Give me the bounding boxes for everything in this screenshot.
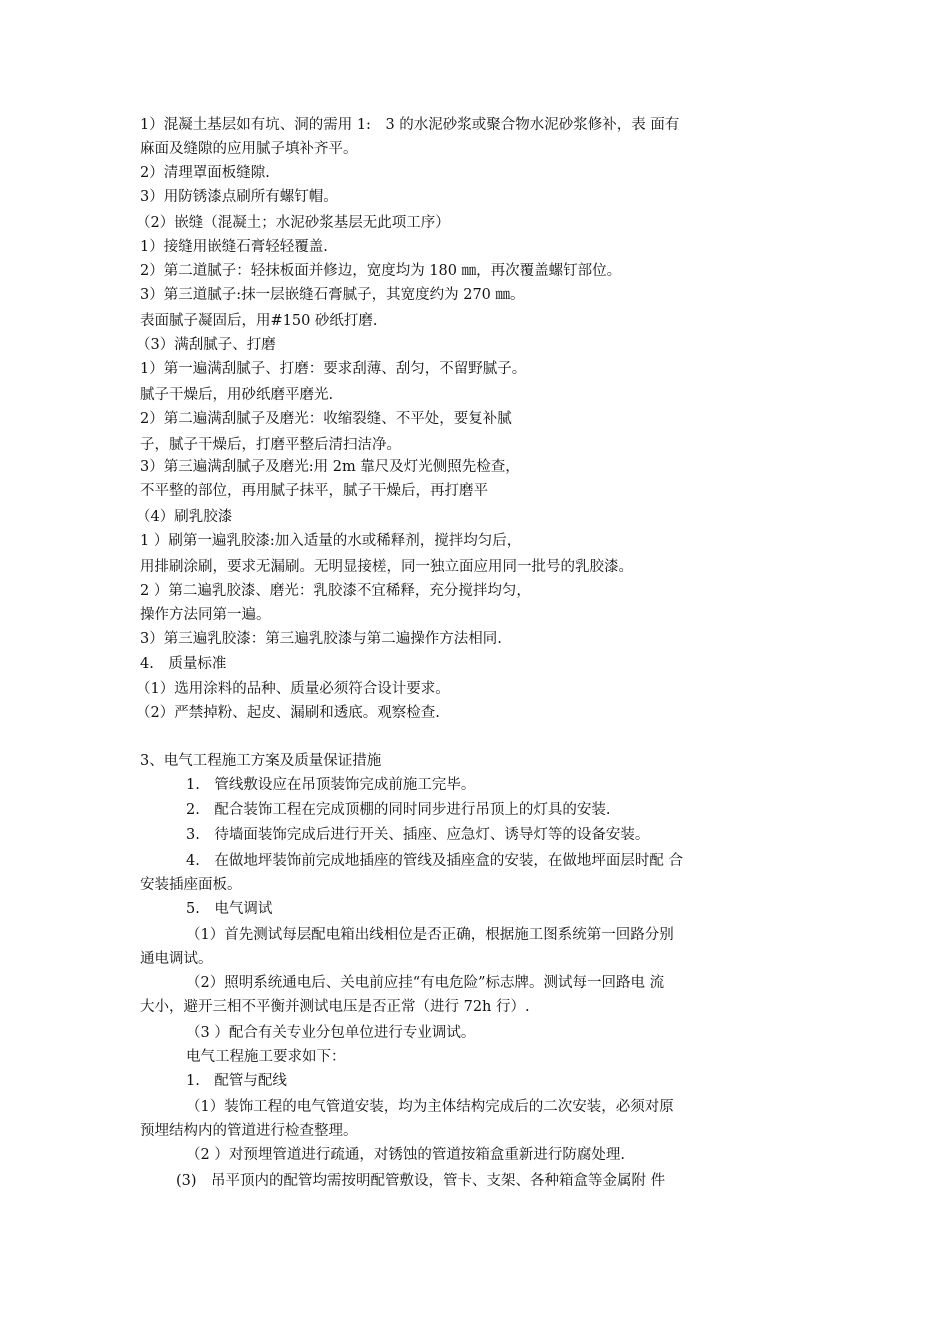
paragraph-line: （3）满刮腻子、打磨 <box>136 337 276 353</box>
paragraph-line: (3) 吊平顶内的配管均需按明配管敷设，管卡、支架、各种箱盒等金属附 件 <box>176 1173 666 1189</box>
section-heading: 3、电气工程施工方案及质量保证措施 <box>140 753 382 769</box>
paragraph-line: 子，腻子干燥后，打磨平整后清扫洁净。 <box>140 437 401 453</box>
paragraph-line: 1）第一遍满刮腻子、打磨：要求刮薄、刮匀，不留野腻子。 <box>140 361 527 377</box>
paragraph-line: 麻面及缝隙的应用腻子填补齐平。 <box>140 141 358 157</box>
paragraph-line: 2）第二道腻子：轻抹板面并修边，宽度均为 180 ㎜，再次覆盖螺钉部位。 <box>140 263 622 279</box>
paragraph-line: （2 ）对预埋管道进行疏通，对锈蚀的管道按箱盒重新进行防腐处理. <box>186 1147 625 1163</box>
paragraph-line: （2）严禁掉粉、起皮、漏刷和透底。观察检查. <box>136 705 440 721</box>
paragraph-line: 电气工程施工要求如下： <box>186 1049 346 1065</box>
paragraph-line: 3. 待墙面装饰完成后进行开关、插座、应急灯、诱导灯等的设备安装。 <box>186 827 650 843</box>
paragraph-line: （4）刷乳胶漆 <box>136 509 233 525</box>
paragraph-line: （1）选用涂料的品种、质量必须符合设计要求。 <box>136 681 450 697</box>
paragraph-line: 预埋结构内的管道进行检查整理。 <box>140 1123 358 1139</box>
section-heading: 4. 质量标准 <box>140 656 227 672</box>
paragraph-line: （1）装饰工程的电气管道安装，均为主体结构完成后的二次安装，必须对原 <box>186 1099 674 1115</box>
paragraph-line: 腻子干燥后，用砂纸磨平磨光. <box>140 387 334 403</box>
paragraph-line: （2）嵌缝（混凝土；水泥砂浆基层无此项工序） <box>136 215 450 231</box>
paragraph-line: 表面腻子凝固后，用#150 砂纸打磨. <box>140 313 378 329</box>
paragraph-line: 1. 管线敷设应在吊顶装饰完成前施工完毕。 <box>186 777 476 793</box>
paragraph-line: （2）照明系统通电后、关电前应挂“有电危险”标志牌。测试每一回路电 流 <box>186 975 665 991</box>
paragraph-line: 用排刷涂刷，要求无漏刷。无明显接槎，同一独立面应用同一批号的乳胶漆。 <box>140 559 633 575</box>
paragraph-line: 1 ）刷第一遍乳胶漆:加入适量的水或稀释剂，搅拌均匀后， <box>140 533 522 549</box>
paragraph-line: （1）首先测试每层配电箱出线相位是否正确，根据施工图系统第一回路分别 <box>186 927 674 943</box>
paragraph-line: 安装插座面板。 <box>140 877 242 893</box>
paragraph-line: 2 ）第二遍乳胶漆、磨光：乳胶漆不宜稀释，充分搅拌均匀， <box>140 583 531 599</box>
paragraph-line: 1）接缝用嵌缝石膏轻轻覆盖. <box>140 239 328 255</box>
paragraph-line: 2. 配合装饰工程在完成顶棚的同时同步进行吊顶上的灯具的安装. <box>186 802 611 818</box>
paragraph-line: 3）第三道腻子:抹一层嵌缝石膏腻子，其宽度约为 270 ㎜。 <box>140 287 525 303</box>
paragraph-line: 3）用防锈漆点刷所有螺钉帽。 <box>140 189 338 205</box>
paragraph-line: 3）第三遍乳胶漆：第三遍乳胶漆与第二遍操作方法相同. <box>140 631 502 647</box>
paragraph-line: 1）混凝土基层如有坑、洞的需用 1: 3 的水泥砂浆或聚合物水泥砂浆修补，表 面有 <box>140 117 680 133</box>
paragraph-line: （3 ）配合有关专业分包单位进行专业调试。 <box>186 1025 476 1041</box>
paragraph-line: 操作方法同第一遍。 <box>140 607 271 623</box>
paragraph-line: 4. 在做地坪装饰前完成地插座的管线及插座盒的安装，在做地坪面层时配 合 <box>186 853 683 869</box>
paragraph-line: 5. 电气调试 <box>186 901 273 917</box>
paragraph-line: 2）清理罩面板缝隙. <box>140 165 270 181</box>
paragraph-line: 不平整的部位，再用腻子抹平，腻子干燥后，再打磨平 <box>140 483 488 499</box>
paragraph-line: 2）第二遍满刮腻子及磨光：收缩裂缝、不平处，要复补腻 <box>140 411 512 427</box>
paragraph-line: 3）第三遍满刮腻子及磨光:用 2m 靠尺及灯光侧照先检查， <box>140 459 520 475</box>
paragraph-line: 通电调试。 <box>140 951 213 967</box>
paragraph-line: 1. 配管与配线 <box>186 1073 287 1089</box>
paragraph-line: 大小，避开三相不平衡并测试电压是否正常（进行 72h 行）. <box>140 999 530 1015</box>
